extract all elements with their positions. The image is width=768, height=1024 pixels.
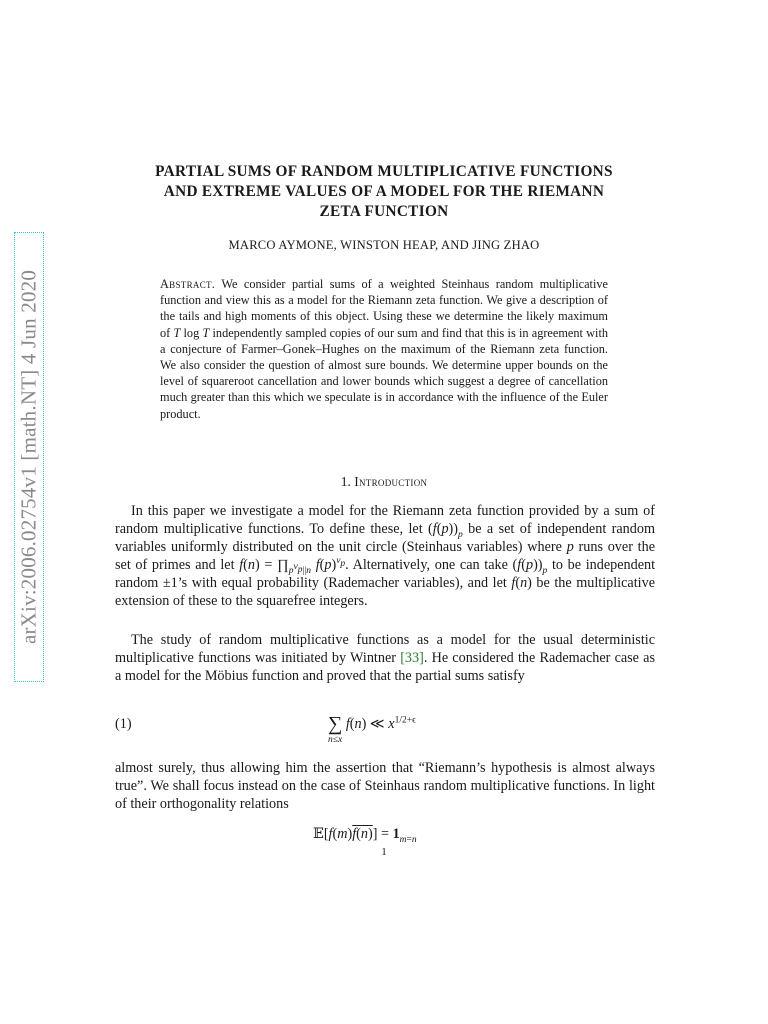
- abstract-text-part-1: We consider partial sums of a weighted Steinhaus random multiplicative function and view this as a model for the Riemann zeta function. We give a description of the tails and high moments of this object. Using these we determine the likely maximum of: [160, 277, 608, 340]
- intro-p2-text-a: The study of random multiplicative functions as a model for the usual deterministic multiplicative functions was initiated by Wintner: [115, 632, 655, 666]
- intro-p1-text-b: be a set of independent random variables uniformly distributed on the unit circle (Steinhaus variables) where: [115, 521, 655, 555]
- section-title: Introduction: [354, 474, 428, 489]
- section-heading: [110, 474, 658, 490]
- math-t-log-t: T: [173, 325, 181, 340]
- intro-p1-text-e: to be independent random ±1’s with equal probability (Rademacher variables), and let: [115, 557, 656, 591]
- intro-paragraph-2: [115, 631, 655, 685]
- intro-p2-text-b: . He considered the Rademacher case as a model for the Möbius function and proved that the partial sums satisfy: [115, 650, 655, 684]
- equation-1: ∑ f(n) ≪ $x^{1/2+\epsilon}$ n≤x: [328, 713, 416, 745]
- section-number: 1.: [340, 474, 351, 489]
- paper-title: [110, 162, 658, 222]
- title-line-3: ZETA FUNCTION: [319, 203, 449, 220]
- arxiv-identifier[interactable]: arXiv:2006.02754v1 [math.NT] 4 Jun 2020: [16, 269, 41, 645]
- abstract-text-part-2: independently sampled copies of our sum and find that this is in agreement with a conjecture of Farmer–Gonek–Hughes on the maximum of the Riemann zeta function. We also consider the question of almost sure bounds. We determine upper bounds on the level of squareroot cancellation and lower bounds which suggest a degree of cancellation much greater than this which we speculate is in accordance with the influence of the Euler product.: [160, 325, 609, 421]
- page-number: 1: [381, 846, 387, 858]
- intro-paragraph-3: almost surely, thus allowing him the assertion that “Riemann’s hypothesis is almost always true”. We shall focus instead on the case of Steinhaus random multiplicative functions. In light of their orthogonality relations: [115, 760, 655, 812]
- abstract-label: Abstract.: [160, 277, 216, 291]
- intro-p1-text-c: runs over the set of primes and let: [115, 539, 655, 573]
- intro-p1-text-d: . Alternatively, one can take: [345, 557, 508, 573]
- citation-link[interactable]: [33]: [400, 650, 424, 666]
- intro-paragraph-1: In this paper we investigate a model for the Riemann zeta function provided by a sum of random multiplicative functions. To define these, let $(f(p))_p$ be a set of independent random variables uniformly distributed on the unit circle (Steinhaus variables) where p runs over the set of primes and let $f(n) = \prod_{p^{v_p}||n}$ $f(p)^{v_p}$. Alternatively, one can take $(f(p))_p$ to be independent random ±1’s with equal probability (Rademacher variables), and let f(n) be the multiplicative extension of these to the squarefree integers.: [115, 503, 656, 609]
- intro-p1-text-a: In this paper we investigate a model for the Riemann zeta function provided by a sum of random multiplicative functions. To define these, let: [115, 503, 655, 537]
- equation-orthogonality: 𝔼[f(m)f(n)] = $1_{m=n}$: [313, 826, 417, 845]
- title-line-1: PARTIAL SUMS OF RANDOM MULTIPLICATIVE FUNCTIONS: [155, 163, 613, 180]
- arxiv-sidebar: [4, 232, 54, 682]
- abstract: Abstract. We consider partial sums of a weighted Steinhaus random multiplicative function and view this as a model for the Riemann zeta function. We give a description of the tails and high moments of this object. Using these we determine the likely maximum of T log T independently sampled copies of our sum and find that this is in agreement with a conjecture of Farmer–Gonek–Hughes on the maximum of the Riemann zeta function. We also consider the question of almost sure bounds. We determine upper bounds on the level of squareroot cancellation and lower bounds which suggest a degree of cancellation much greater than this which we speculate is in accordance with the influence of the Euler product.: [160, 277, 609, 421]
- author-list: MARCO AYMONE, WINSTON HEAP, AND JING ZHAO: [228, 238, 540, 252]
- intro-p1-text-f: be the multiplicative extension of these to the squarefree integers.: [115, 575, 655, 609]
- equation-number: (1): [115, 716, 132, 732]
- math-f-n-product: $f(n) = \prod_{p^{v_p}||n}$ $f(p)^{v_p}$: [239, 556, 346, 576]
- title-line-2: AND EXTREME VALUES OF A MODEL FOR THE RIEMANN: [163, 183, 605, 200]
